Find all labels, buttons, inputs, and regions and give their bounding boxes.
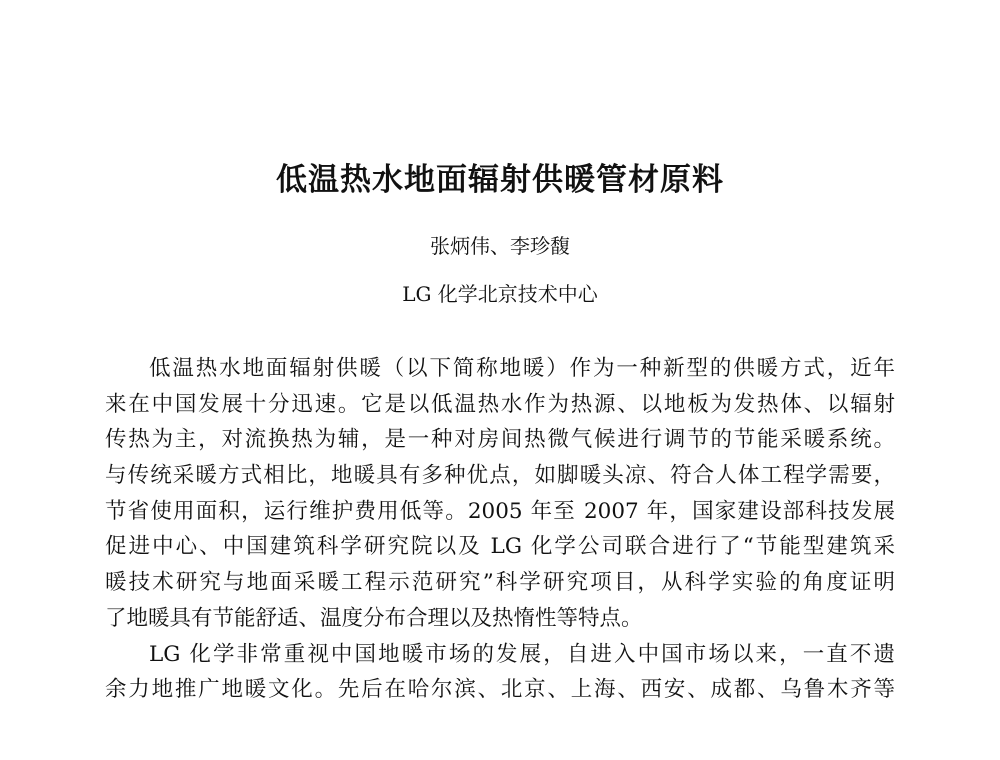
authors-line: 张炳伟、李珍馥 [430, 234, 570, 258]
paragraph-line: 暖技术研究与地面采暖工程示范研究”科学研究项目，从科学实验的角度证明 [105, 570, 895, 596]
paragraph-line: 来在中国发展十分迅速。它是以低温热水作为热源、以地板为发热体、以辐射 [105, 391, 895, 417]
paragraph-line: 传热为主，对流换热为辅，是一种对房间热微气候进行调节的节能采暖系统。 [105, 427, 895, 453]
page-title: 低温热水地面辐射供暖管材原料 [276, 162, 724, 198]
affiliation-line: LG 化学北京技术中心 [402, 282, 598, 306]
paragraph-line: 余力地推广地暖文化。先后在哈尔滨、北京、上海、西安、成都、乌鲁木齐等 [105, 677, 895, 703]
paragraph-line: 低温热水地面辐射供暖（以下简称地暖）作为一种新型的供暖方式，近年 [149, 356, 895, 381]
paragraph-line: LG 化学非常重视中国地暖市场的发展，自进入中国市场以来，一直不遗 [149, 641, 895, 667]
paragraph-2 [105, 637, 895, 708]
paragraph-line: 促进中心、中国建筑科学研究院以及 LG 化学公司联合进行了“节能型建筑采 [105, 534, 895, 560]
paragraph-line: 了地暖具有节能舒适、温度分布合理以及热惰性等特点。 [105, 605, 643, 631]
paragraph-line: 节省使用面积，运行维护费用低等。2005 年至 2007 年，国家建设部科技发展 [105, 498, 895, 524]
body-text [105, 351, 895, 708]
paragraph-1 [105, 351, 895, 637]
paragraph-line: 与传统采暖方式相比，地暖具有多种优点，如脚暖头凉、符合人体工程学需要， [105, 463, 895, 489]
